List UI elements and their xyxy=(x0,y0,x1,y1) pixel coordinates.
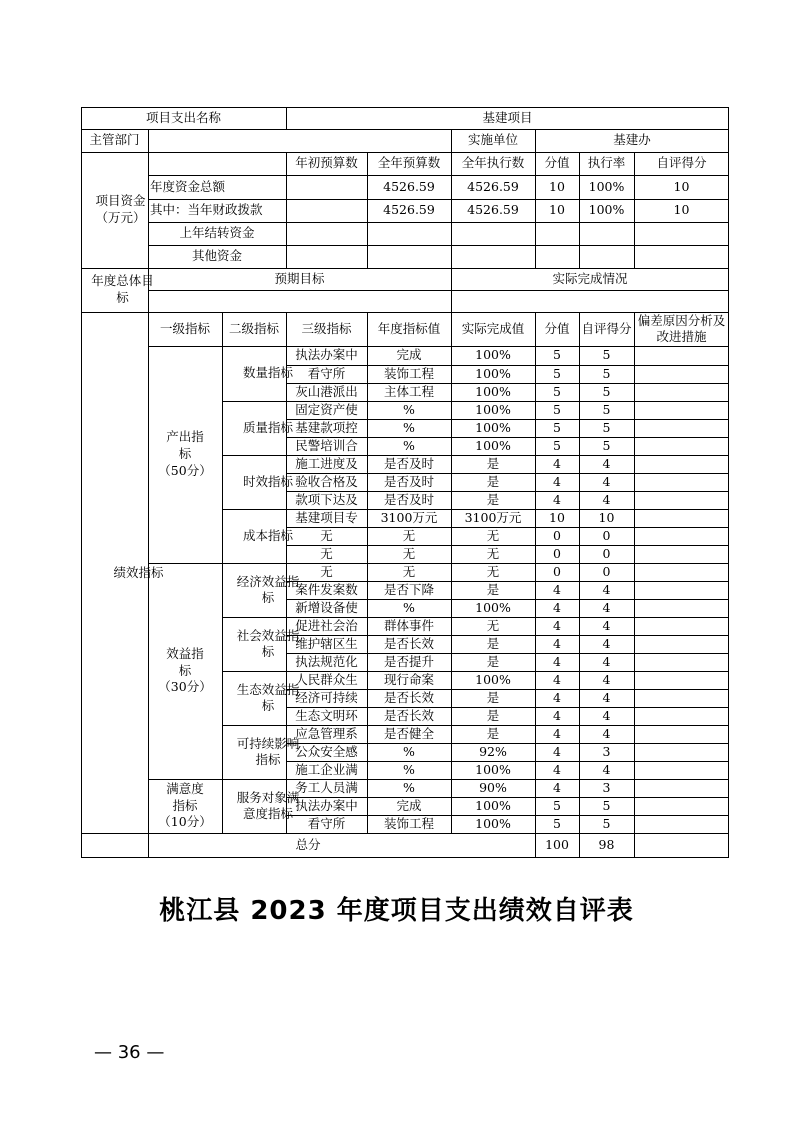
level3-indicator: 经济可持续 xyxy=(295,689,358,705)
level3-indicator: 案件发案数 xyxy=(295,581,358,597)
score-weight: 0 xyxy=(553,527,561,543)
self-score: 5 xyxy=(602,347,611,363)
funds-cell xyxy=(579,222,634,245)
total-label: 总分 xyxy=(295,837,321,853)
level3-indicator: 无 xyxy=(320,527,333,543)
level3-indicator: 生态文明环 xyxy=(295,707,358,723)
funds-cell xyxy=(579,245,634,268)
funds-cell xyxy=(286,199,367,222)
self-score: 4 xyxy=(602,761,611,777)
goal-expected-label: 预期目标 xyxy=(274,270,325,286)
score-weight: 5 xyxy=(553,815,561,831)
annual-target: % xyxy=(403,779,415,795)
score-weight: 4 xyxy=(553,617,561,633)
score-weight: 4 xyxy=(553,473,561,489)
deviation-analysis xyxy=(634,653,729,671)
score-weight: 0 xyxy=(553,545,561,561)
score-weight: 5 xyxy=(553,797,561,813)
score-weight: 5 xyxy=(553,437,561,453)
level3-indicator: 应急管理系 xyxy=(295,725,358,741)
funds-cell: 4526.59 xyxy=(467,178,519,194)
self-score: 4 xyxy=(602,635,611,651)
self-score: 0 xyxy=(602,527,611,543)
annual-target: 是否长效 xyxy=(383,707,434,723)
annual-target: % xyxy=(403,743,415,759)
level3-indicator: 基建项目专 xyxy=(295,509,358,525)
actual-value: 92% xyxy=(479,743,507,759)
annual-target: 是否长效 xyxy=(383,635,434,651)
funds-row-label: 年度资金总额 xyxy=(150,178,226,194)
self-score: 3 xyxy=(602,743,611,759)
level3-indicator: 新增设备使 xyxy=(295,599,358,615)
level1-indicator xyxy=(148,779,222,833)
level3-indicator: 执法规范化 xyxy=(295,653,358,669)
funds-cell: 100% xyxy=(588,178,625,194)
annual-target: 群体事件 xyxy=(383,617,434,633)
actual-value: 是 xyxy=(486,653,500,669)
deviation-analysis xyxy=(634,455,729,473)
actual-value: 100% xyxy=(475,761,511,777)
annual-target: % xyxy=(403,437,415,453)
actual-value: 是 xyxy=(486,707,500,723)
level3-indicator: 基建款项控 xyxy=(295,419,358,435)
score-weight: 5 xyxy=(553,347,561,363)
annual-target: 3100万元 xyxy=(380,509,438,525)
dept-value xyxy=(148,129,451,152)
level3-indicator: 务工人员满 xyxy=(295,779,358,795)
level1-name: 满意度指标 xyxy=(166,780,204,813)
actual-value: 无 xyxy=(486,617,500,633)
score-weight: 5 xyxy=(553,383,561,399)
deviation-analysis xyxy=(634,779,729,797)
actual-value: 100% xyxy=(475,401,511,417)
score-weight: 4 xyxy=(553,635,561,651)
funds-col-header: 执行率 xyxy=(587,155,626,171)
deviation-analysis xyxy=(634,527,729,545)
annual-target: % xyxy=(403,401,415,417)
total-score: 98 xyxy=(598,837,615,853)
deviation-analysis xyxy=(634,581,729,599)
goal-expected-value xyxy=(148,290,451,312)
actual-value: 是 xyxy=(486,491,500,507)
self-score: 4 xyxy=(602,581,611,597)
level3-indicator: 看守所 xyxy=(307,365,346,381)
self-score: 3 xyxy=(602,779,611,795)
level3-indicator: 施工进度及 xyxy=(295,455,358,471)
performance-col-header: 年度指标值 xyxy=(377,320,441,336)
deviation-analysis xyxy=(634,545,729,563)
score-weight: 4 xyxy=(553,725,561,741)
annual-target: % xyxy=(403,599,415,615)
performance-col-header: 一级指标 xyxy=(159,320,210,336)
level1-name: 效益指标 xyxy=(166,645,204,678)
deviation-analysis xyxy=(634,473,729,491)
self-score: 10 xyxy=(598,509,615,525)
funds-cell: 10 xyxy=(673,178,690,194)
self-score: 5 xyxy=(602,401,611,417)
performance-col-header: 三级指标 xyxy=(301,320,352,336)
actual-value: 是 xyxy=(486,473,500,489)
actual-value: 100% xyxy=(475,437,511,453)
annual-target: 是否及时 xyxy=(383,491,434,507)
performance-col-header: 自评得分 xyxy=(581,320,632,336)
deviation-analysis xyxy=(634,599,729,617)
actual-value: 100% xyxy=(475,347,511,363)
deviation-analysis xyxy=(634,491,729,509)
project-name-value: 基建项目 xyxy=(482,109,533,125)
funds-cell: 10 xyxy=(549,202,565,218)
self-score: 0 xyxy=(602,563,611,579)
funds-cell: 100% xyxy=(588,202,625,218)
funds-cell xyxy=(451,245,535,268)
funds-cell xyxy=(286,245,367,268)
score-weight: 4 xyxy=(553,455,561,471)
level1-name: 产出指标 xyxy=(166,429,204,462)
actual-value: 100% xyxy=(475,383,511,399)
level2-indicator: 社会效益指标 xyxy=(236,627,300,659)
funds-cell xyxy=(286,222,367,245)
actual-value: 100% xyxy=(475,419,511,435)
self-score: 4 xyxy=(602,671,611,687)
deviation-analysis xyxy=(634,707,729,725)
deviation-analysis xyxy=(634,815,729,833)
score-weight: 4 xyxy=(553,581,561,597)
actual-value: 90% xyxy=(479,779,507,795)
actual-value: 是 xyxy=(486,689,500,705)
impl-unit-value: 基建办 xyxy=(613,132,651,148)
document-title: 桃江县 2023 年度项目支出绩效自评表 xyxy=(159,896,634,926)
self-score: 5 xyxy=(602,419,611,435)
deviation-analysis xyxy=(634,635,729,653)
funds-cell xyxy=(535,222,579,245)
actual-value: 无 xyxy=(486,545,500,561)
funds-col-header: 年初预算数 xyxy=(295,155,358,171)
annual-target: % xyxy=(403,419,415,435)
score-weight: 0 xyxy=(553,563,561,579)
self-score: 4 xyxy=(602,689,611,705)
funds-col-header: 分值 xyxy=(544,155,570,171)
actual-value: 100% xyxy=(475,815,511,831)
funds-cell xyxy=(367,245,451,268)
actual-value: 是 xyxy=(486,725,500,741)
funds-cell xyxy=(634,245,729,268)
level3-indicator: 民警培训合 xyxy=(295,437,358,453)
dept-label: 主管部门 xyxy=(89,132,140,148)
deviation-analysis xyxy=(634,671,729,689)
annual-target: 装饰工程 xyxy=(383,815,434,831)
actual-value: 是 xyxy=(486,635,500,651)
score-weight: 4 xyxy=(553,671,561,687)
self-score: 4 xyxy=(602,455,611,471)
actual-value: 100% xyxy=(475,671,511,687)
annual-target: 无 xyxy=(402,563,416,579)
score-weight: 10 xyxy=(549,509,565,525)
deviation-analysis xyxy=(634,689,729,707)
level3-indicator: 执法办案中 xyxy=(295,347,358,363)
total-blank xyxy=(634,833,729,858)
level3-indicator: 无 xyxy=(320,545,333,561)
goal-actual-label: 实际完成情况 xyxy=(552,270,628,286)
level2-indicator: 时效指标 xyxy=(242,473,293,489)
self-score: 4 xyxy=(602,599,611,615)
actual-value: 是 xyxy=(486,455,500,471)
annual-target: 完成 xyxy=(396,797,422,813)
level2-indicator: 生态效益指标 xyxy=(236,681,300,713)
level3-indicator: 维护辖区生 xyxy=(295,635,358,651)
self-score: 4 xyxy=(602,617,611,633)
actual-value: 无 xyxy=(486,563,500,579)
funds-cell: 4526.59 xyxy=(467,202,519,218)
performance-col-header: 分值 xyxy=(544,320,570,336)
level3-indicator: 人民群众生 xyxy=(295,671,358,687)
funds-cell xyxy=(451,222,535,245)
level3-indicator: 无 xyxy=(320,563,333,579)
self-score: 5 xyxy=(602,383,611,399)
deviation-analysis xyxy=(634,437,729,455)
level3-indicator: 执法办案中 xyxy=(295,797,358,813)
funds-cell xyxy=(367,222,451,245)
goal-actual-value xyxy=(451,290,729,312)
annual-target: % xyxy=(403,761,415,777)
self-score: 4 xyxy=(602,725,611,741)
deviation-analysis xyxy=(634,761,729,779)
level3-indicator: 款项下达及 xyxy=(295,491,358,507)
annual-target: 是否提升 xyxy=(383,653,434,669)
funds-row-label: 其他资金 xyxy=(191,248,242,264)
deviation-analysis xyxy=(634,346,729,365)
funds-row-label: 其中：当年财政拨款 xyxy=(150,202,263,218)
score-weight: 4 xyxy=(553,761,561,777)
level3-indicator: 固定资产使 xyxy=(295,401,358,417)
deviation-analysis xyxy=(634,383,729,401)
actual-value: 无 xyxy=(486,527,500,543)
actual-value: 是 xyxy=(486,581,500,597)
self-score: 0 xyxy=(602,545,611,561)
level2-indicator: 数量指标 xyxy=(242,365,293,381)
funds-cell: 4526.59 xyxy=(383,202,435,218)
annual-target: 是否及时 xyxy=(383,455,434,471)
level3-indicator: 公众安全感 xyxy=(295,743,358,759)
funds-col-header: 自评得分 xyxy=(656,155,707,171)
score-weight: 4 xyxy=(553,743,561,759)
annual-target: 现行命案 xyxy=(383,671,434,687)
self-score: 5 xyxy=(602,365,611,381)
annual-target: 主体工程 xyxy=(383,383,434,399)
funds-col-header: 全年执行数 xyxy=(461,155,525,171)
actual-value: 100% xyxy=(475,797,511,813)
project-name-label: 项目支出名称 xyxy=(145,109,221,125)
deviation-analysis xyxy=(634,509,729,527)
score-weight: 4 xyxy=(553,779,561,795)
annual-target: 是否下降 xyxy=(383,581,434,597)
funds-cell xyxy=(286,175,367,199)
level3-indicator: 看守所 xyxy=(307,815,346,831)
level1-weight: （50分） xyxy=(158,462,212,478)
deviation-analysis xyxy=(634,725,729,743)
performance-col-header: 二级指标 xyxy=(228,320,279,336)
level1-weight: （10分） xyxy=(158,814,212,830)
funds-section-label: 项目资金（万元） xyxy=(95,193,146,225)
annual-target: 无 xyxy=(402,545,416,561)
level1-indicator xyxy=(148,563,222,779)
level2-indicator: 质量指标 xyxy=(242,419,293,435)
level3-indicator: 施工企业满 xyxy=(295,761,358,777)
funds-cell xyxy=(535,245,579,268)
impl-unit-label: 实施单位 xyxy=(467,132,518,148)
deviation-analysis xyxy=(634,419,729,437)
performance-col-header: 实际完成值 xyxy=(461,320,525,336)
score-weight: 5 xyxy=(553,365,561,381)
deviation-analysis xyxy=(634,617,729,635)
score-weight: 4 xyxy=(553,689,561,705)
funds-col-header: 全年预算数 xyxy=(377,155,441,171)
total-weight: 100 xyxy=(545,837,569,853)
annual-target: 是否健全 xyxy=(383,725,434,741)
level2-indicator: 经济效益指标 xyxy=(236,573,300,605)
self-score: 4 xyxy=(602,653,611,669)
deviation-analysis xyxy=(634,365,729,383)
funds-cell: 4526.59 xyxy=(383,178,435,194)
level2-indicator: 服务对象满意度指标 xyxy=(236,789,300,821)
score-weight: 4 xyxy=(553,653,561,669)
annual-target: 完成 xyxy=(396,347,422,363)
funds-cell xyxy=(634,222,729,245)
score-weight: 5 xyxy=(553,419,561,435)
level3-indicator: 验收合格及 xyxy=(295,473,358,489)
deviation-analysis xyxy=(634,797,729,815)
level3-indicator: 灰山港派出 xyxy=(295,383,358,399)
deviation-analysis xyxy=(634,743,729,761)
actual-value: 100% xyxy=(475,365,511,381)
level3-indicator: 促进社会治 xyxy=(295,617,358,633)
level2-indicator: 可持续影响指标 xyxy=(236,735,300,767)
score-weight: 5 xyxy=(553,401,561,417)
funds-cell: 10 xyxy=(549,178,565,194)
annual-target: 是否长效 xyxy=(383,689,434,705)
funds-cell: 10 xyxy=(673,202,690,218)
self-score: 5 xyxy=(602,815,611,831)
deviation-analysis xyxy=(634,401,729,419)
annual-target: 是否及时 xyxy=(383,473,434,489)
actual-value: 100% xyxy=(475,599,511,615)
self-score: 4 xyxy=(602,473,611,489)
self-score: 5 xyxy=(602,437,611,453)
annual-target: 无 xyxy=(402,527,416,543)
performance-section-label: 绩效指标 xyxy=(113,564,164,580)
funds-row-label: 上年结转资金 xyxy=(179,225,255,241)
annual-target: 装饰工程 xyxy=(383,365,434,381)
self-score: 5 xyxy=(602,797,611,813)
page-number: — 36 — xyxy=(94,1042,165,1063)
score-weight: 4 xyxy=(553,707,561,723)
goal-label: 年度总体目标 xyxy=(91,273,154,305)
performance-col-header: 偏差原因分析及改进措施 xyxy=(637,312,726,344)
level1-weight: （30分） xyxy=(158,679,212,695)
level2-indicator: 成本指标 xyxy=(242,527,293,543)
self-score: 4 xyxy=(602,707,611,723)
deviation-analysis xyxy=(634,563,729,581)
self-score: 4 xyxy=(602,491,611,507)
actual-value: 3100万元 xyxy=(464,509,522,525)
score-weight: 4 xyxy=(553,491,561,507)
level1-indicator xyxy=(148,346,222,563)
performance-evaluation-table xyxy=(81,107,729,858)
score-weight: 4 xyxy=(553,599,561,615)
